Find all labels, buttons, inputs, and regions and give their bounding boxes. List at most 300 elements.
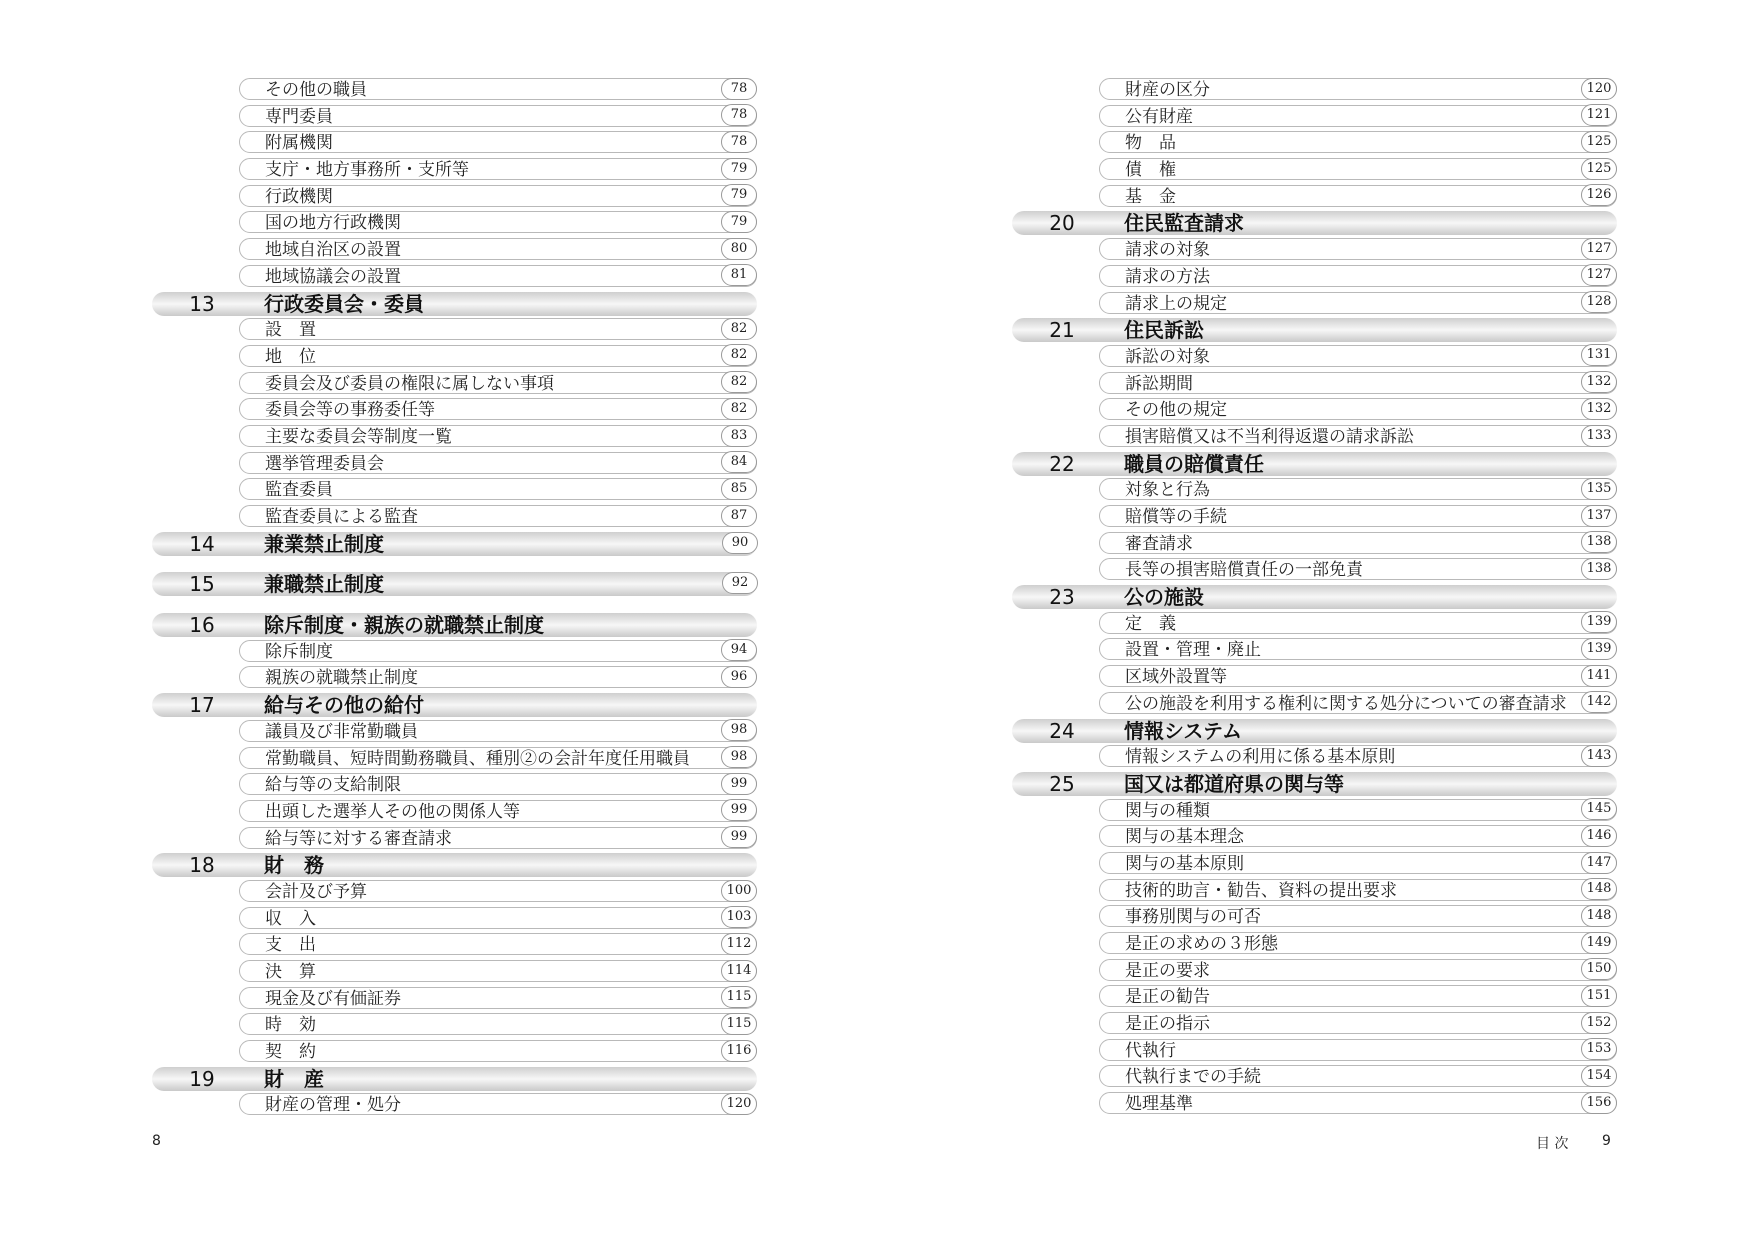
page-number-badge: 132 xyxy=(1581,371,1617,393)
toc-item-title: 損害賠償又は不当利得返還の請求訴訟 xyxy=(1125,426,1414,447)
page-number-badge: 98 xyxy=(721,719,757,741)
toc-item-row[interactable] xyxy=(1012,1037,1617,1064)
toc-item-row[interactable] xyxy=(152,825,757,852)
toc-item-title: 行政機関 xyxy=(265,186,333,207)
toc-item-frame xyxy=(239,78,757,100)
toc-item-row[interactable] xyxy=(152,183,757,210)
page-number-badge: 156 xyxy=(1581,1092,1617,1114)
toc-item-frame xyxy=(1099,612,1617,634)
toc-item-title: 監査委員による監査 xyxy=(265,507,418,527)
toc-item-title: 親族の就職禁止制度 xyxy=(265,668,418,689)
toc-item-title: 関与の基本理念 xyxy=(1125,827,1244,848)
toc-item-title: 対象と行為 xyxy=(1125,480,1210,501)
toc-item-title: 代執行までの手続 xyxy=(1125,1067,1261,1088)
toc-item-frame xyxy=(1099,985,1617,1007)
toc-section-row[interactable] xyxy=(152,1065,757,1092)
page-number-badge: 139 xyxy=(1581,638,1617,660)
toc-item-frame xyxy=(1099,265,1617,287)
toc-item-title: 委員会等の事務委任等 xyxy=(265,400,435,421)
toc-item-title: 是正の勧告 xyxy=(1125,987,1210,1008)
section-band xyxy=(152,1067,757,1091)
toc-item-row[interactable] xyxy=(152,798,757,825)
page-number-badge: 85 xyxy=(721,478,757,500)
toc-item-row[interactable] xyxy=(1012,663,1617,690)
section-band xyxy=(1012,585,1617,609)
page-number-badge: 138 xyxy=(1581,558,1617,580)
page-number-badge: 79 xyxy=(721,184,757,206)
section-band xyxy=(1012,318,1617,342)
left-page-number: 8 xyxy=(152,1133,161,1149)
toc-item-row[interactable] xyxy=(1012,610,1617,637)
toc-item-row[interactable] xyxy=(152,103,757,130)
toc-item-title: 技術的助言・勧告、資料の提出要求 xyxy=(1125,880,1397,901)
toc-item-row[interactable] xyxy=(152,236,757,263)
section-number: 17 xyxy=(189,693,215,718)
toc-item-title: 処理基準 xyxy=(1125,1094,1193,1115)
toc-item-row[interactable] xyxy=(152,423,757,450)
page-number-badge: 116 xyxy=(721,1040,757,1062)
toc-item-row[interactable] xyxy=(152,905,757,932)
toc-item-title: その他の職員 xyxy=(265,80,367,100)
page-number-badge: 125 xyxy=(1581,131,1617,153)
section-title: 情報システム xyxy=(1124,718,1242,743)
toc-item-title: 是正の要求 xyxy=(1125,960,1210,981)
toc-item-frame xyxy=(239,478,757,500)
toc-item-frame xyxy=(1099,825,1617,847)
toc-item-title: 請求の方法 xyxy=(1125,266,1210,287)
section-title: 職員の賠償責任 xyxy=(1124,451,1264,476)
page-number-badge: 92 xyxy=(722,572,758,594)
toc-item-frame xyxy=(239,987,757,1009)
toc-item-frame xyxy=(1099,799,1617,821)
toc-item-row[interactable] xyxy=(152,343,757,370)
page-number-badge: 112 xyxy=(721,933,757,955)
section-number: 20 xyxy=(1049,211,1075,236)
toc-item-title: 債 権 xyxy=(1125,160,1176,181)
page-number-badge: 82 xyxy=(721,398,757,420)
section-band xyxy=(152,532,757,556)
toc-item-row[interactable] xyxy=(152,263,757,290)
toc-item-row[interactable] xyxy=(1012,823,1617,850)
toc-section-row[interactable] xyxy=(152,611,757,638)
section-band xyxy=(152,693,757,717)
page-number-badge: 94 xyxy=(721,639,757,661)
toc-item-frame xyxy=(239,318,757,340)
page-number-badge: 79 xyxy=(721,158,757,180)
toc-item-title: 区域外設置等 xyxy=(1125,667,1227,688)
toc-item-row[interactable] xyxy=(152,638,757,665)
toc-item-frame xyxy=(239,131,757,153)
toc-item-frame xyxy=(1099,398,1617,420)
page-number-badge: 150 xyxy=(1581,958,1617,980)
toc-item-frame xyxy=(239,452,757,474)
toc-item-row[interactable] xyxy=(152,1011,757,1038)
toc-item-frame xyxy=(239,158,757,180)
toc-item-row[interactable] xyxy=(1012,370,1617,397)
section-number: 19 xyxy=(189,1066,215,1091)
toc-item-row[interactable] xyxy=(152,129,757,156)
page-number-badge: 151 xyxy=(1581,985,1617,1007)
page-number-badge: 132 xyxy=(1581,398,1617,420)
page-number-badge: 96 xyxy=(721,666,757,688)
page-number-badge: 98 xyxy=(721,746,757,768)
toc-item-row[interactable] xyxy=(1012,957,1617,984)
toc-item-row[interactable] xyxy=(152,931,757,958)
left-page-toc xyxy=(152,76,757,1118)
page-number-badge: 82 xyxy=(721,344,757,366)
page-number-badge: 114 xyxy=(721,960,757,982)
toc-item-frame xyxy=(239,1013,757,1035)
page-number-badge: 126 xyxy=(1581,184,1617,206)
page-number-badge: 81 xyxy=(721,264,757,286)
toc-item-title: 委員会及び委員の権限に属しない事項 xyxy=(265,373,554,394)
toc-item-row[interactable] xyxy=(1012,1063,1617,1090)
page-number-badge: 148 xyxy=(1581,878,1617,900)
toc-item-title: 公の施設を利用する権利に関する処分についての審査請求 xyxy=(1125,693,1567,714)
toc-item-title: 設置・管理・廃止 xyxy=(1125,640,1261,661)
section-number: 13 xyxy=(189,291,215,316)
page-number-badge: 148 xyxy=(1581,905,1617,927)
toc-item-row[interactable] xyxy=(152,1091,757,1118)
toc-item-row[interactable] xyxy=(1012,983,1617,1010)
toc-item-frame xyxy=(239,398,757,420)
toc-section-row[interactable] xyxy=(1012,583,1617,610)
toc-item-title: 主要な委員会等制度一覧 xyxy=(265,426,452,447)
toc-section-row[interactable] xyxy=(152,530,757,557)
section-title: 財 務 xyxy=(264,853,324,878)
toc-item-frame xyxy=(239,345,757,367)
toc-item-frame xyxy=(239,827,757,849)
page-number-badge: 115 xyxy=(721,1013,757,1035)
toc-item-title: 財産の区分 xyxy=(1125,80,1210,100)
toc-item-title: 関与の種類 xyxy=(1125,800,1210,821)
toc-item-title: 支庁・地方事務所・支所等 xyxy=(265,160,469,181)
toc-item-title: 国の地方行政機関 xyxy=(265,213,401,234)
page-number-badge: 153 xyxy=(1581,1038,1617,1060)
toc-item-row[interactable] xyxy=(1012,103,1617,130)
toc-item-row[interactable] xyxy=(1012,396,1617,423)
page-number-badge: 125 xyxy=(1581,158,1617,180)
toc-item-title: 設 置 xyxy=(265,320,316,341)
toc-item-row[interactable] xyxy=(152,156,757,183)
section-number: 22 xyxy=(1049,451,1075,476)
toc-item-row[interactable] xyxy=(1012,530,1617,557)
toc-item-row[interactable] xyxy=(1012,743,1617,770)
toc-item-frame xyxy=(1099,905,1617,927)
toc-item-title: 定 義 xyxy=(1125,613,1176,634)
toc-item-title: 決 算 xyxy=(265,962,316,982)
toc-item-title: 是正の指示 xyxy=(1125,1014,1210,1035)
section-number: 25 xyxy=(1049,771,1075,796)
toc-item-title: その他の規定 xyxy=(1125,400,1227,421)
section-band xyxy=(1012,452,1617,476)
page-number-badge: 120 xyxy=(721,1093,757,1115)
page-number-badge: 135 xyxy=(1581,478,1617,500)
toc-item-frame xyxy=(239,666,757,688)
toc-item-title: 財産の管理・処分 xyxy=(265,1095,401,1116)
section-number: 23 xyxy=(1049,585,1075,610)
spacer xyxy=(152,556,757,570)
page-number-badge: 128 xyxy=(1581,291,1617,313)
page-number-badge: 131 xyxy=(1581,344,1617,366)
toc-item-title: 選挙管理委員会 xyxy=(265,453,384,474)
page-number-badge: 78 xyxy=(721,104,757,126)
toc-item-title: 訴訟の対象 xyxy=(1125,346,1210,367)
page-number-badge: 139 xyxy=(1581,611,1617,633)
section-title: 住民監査請求 xyxy=(1124,211,1244,236)
toc-item-row[interactable] xyxy=(1012,236,1617,263)
toc-item-title: 関与の基本原則 xyxy=(1125,853,1244,874)
section-number: 21 xyxy=(1049,318,1075,343)
page-number-badge: 145 xyxy=(1581,798,1617,820)
toc-item-row[interactable] xyxy=(1012,1010,1617,1037)
page-number-badge: 115 xyxy=(721,986,757,1008)
toc-item-frame xyxy=(1099,959,1617,981)
toc-item-title: 監査委員 xyxy=(265,480,333,501)
spacer xyxy=(152,597,757,611)
toc-item-title: 除斥制度 xyxy=(265,641,333,662)
toc-item-row[interactable] xyxy=(152,76,757,103)
toc-item-title: 常勤職員、短時間勤務職員、種別②の会計年度任用職員 xyxy=(265,748,690,769)
page-number-badge: 127 xyxy=(1581,238,1617,260)
toc-section-row[interactable] xyxy=(1012,770,1617,797)
toc-item-title: 長等の損害賠償責任の一部免責 xyxy=(1125,560,1363,581)
toc-item-title: 審査請求 xyxy=(1125,533,1193,554)
section-number: 18 xyxy=(189,853,215,878)
toc-item-row[interactable] xyxy=(152,316,757,343)
section-title: 公の施設 xyxy=(1124,585,1204,610)
toc-section-row[interactable] xyxy=(152,691,757,718)
toc-item-row[interactable] xyxy=(152,450,757,477)
toc-item-title: 情報システムの利用に係る基本原則 xyxy=(1125,747,1396,768)
toc-item-row[interactable] xyxy=(1012,76,1617,103)
toc-item-frame xyxy=(1099,532,1617,554)
page-number-badge: 138 xyxy=(1581,531,1617,553)
toc-item-row[interactable] xyxy=(1012,343,1617,370)
section-band xyxy=(1012,719,1617,743)
toc-item-frame xyxy=(1099,185,1617,207)
toc-item-frame xyxy=(239,773,757,795)
page-number-badge: 79 xyxy=(721,211,757,233)
toc-item-row[interactable] xyxy=(1012,797,1617,824)
toc-item-frame xyxy=(1099,505,1617,527)
toc-item-row[interactable] xyxy=(1012,930,1617,957)
toc-item-title: 基 金 xyxy=(1125,186,1176,207)
page-number-badge: 103 xyxy=(721,906,757,928)
toc-item-frame xyxy=(239,1040,757,1062)
toc-section-row[interactable] xyxy=(152,290,757,317)
section-title: 除斥制度・親族の就職禁止制度 xyxy=(264,613,544,638)
section-title: 財 産 xyxy=(264,1066,324,1091)
toc-item-title: 専門委員 xyxy=(265,106,333,127)
toc-item-row[interactable] xyxy=(152,718,757,745)
page-number-badge: 146 xyxy=(1581,825,1617,847)
toc-item-frame xyxy=(1099,345,1617,367)
toc-item-row[interactable] xyxy=(1012,183,1617,210)
page-number-badge: 154 xyxy=(1581,1065,1617,1087)
toc-item-row[interactable] xyxy=(1012,850,1617,877)
toc-item-title: 給与等に対する審査請求 xyxy=(265,828,452,849)
toc-item-title: 賠償等の手続 xyxy=(1125,507,1227,527)
page-number-badge: 78 xyxy=(721,131,757,153)
toc-item-row[interactable] xyxy=(152,664,757,691)
toc-item-title: 出頭した選挙人その他の関係人等 xyxy=(265,801,520,822)
toc-item-row[interactable] xyxy=(1012,263,1617,290)
toc-item-row[interactable] xyxy=(152,503,757,530)
toc-item-row[interactable] xyxy=(152,1038,757,1065)
toc-item-frame xyxy=(1099,692,1617,714)
toc-item-title: 代執行 xyxy=(1125,1040,1176,1061)
page-number-badge: 82 xyxy=(721,371,757,393)
toc-item-title: 会計及び予算 xyxy=(265,881,367,902)
toc-item-frame xyxy=(239,425,757,447)
toc-item-frame xyxy=(1099,852,1617,874)
toc-item-title: 地域協議会の設置 xyxy=(265,266,401,287)
section-number: 15 xyxy=(189,572,215,597)
toc-item-row[interactable] xyxy=(152,771,757,798)
toc-section-row[interactable] xyxy=(1012,717,1617,744)
page-number-badge: 127 xyxy=(1581,264,1617,286)
toc-item-frame xyxy=(239,933,757,955)
section-title: 国又は都道府県の関与等 xyxy=(1124,771,1344,796)
toc-item-frame xyxy=(239,211,757,233)
page-number-badge: 83 xyxy=(721,425,757,447)
page-number-badge: 100 xyxy=(721,880,757,902)
toc-item-title: 請求の対象 xyxy=(1125,240,1210,261)
toc-item-title: 物 品 xyxy=(1125,133,1176,154)
toc-item-frame xyxy=(239,747,757,769)
toc-item-title: 給与等の支給制限 xyxy=(265,775,401,796)
page-number-badge: 82 xyxy=(721,318,757,340)
section-number: 24 xyxy=(1049,718,1075,743)
toc-item-title: 地域自治区の設置 xyxy=(265,240,401,261)
toc-item-frame xyxy=(239,907,757,929)
toc-item-frame xyxy=(239,265,757,287)
toc-item-row[interactable] xyxy=(1012,556,1617,583)
toc-item-title: 支 出 xyxy=(265,935,316,956)
toc-item-row[interactable] xyxy=(1012,290,1617,317)
section-title: 給与その他の給付 xyxy=(264,693,424,718)
toc-item-row[interactable] xyxy=(152,209,757,236)
toc-item-frame xyxy=(1099,1092,1617,1114)
section-number: 16 xyxy=(189,613,215,638)
toc-item-title: 議員及び非常勤職員 xyxy=(265,721,418,742)
toc-item-frame xyxy=(239,505,757,527)
toc-item-row[interactable] xyxy=(1012,503,1617,530)
toc-item-title: 収 入 xyxy=(265,908,316,929)
toc-item-frame xyxy=(1099,879,1617,901)
toc-item-row[interactable] xyxy=(152,396,757,423)
toc-item-title: 地 位 xyxy=(265,346,316,367)
section-title: 住民訴訟 xyxy=(1124,318,1204,343)
toc-item-row[interactable] xyxy=(152,958,757,985)
toc-item-frame xyxy=(1099,105,1617,127)
toc-item-row[interactable] xyxy=(1012,903,1617,930)
toc-item-frame xyxy=(239,238,757,260)
toc-item-row[interactable] xyxy=(1012,1090,1617,1117)
toc-item-row[interactable] xyxy=(152,745,757,772)
toc-item-frame xyxy=(239,372,757,394)
page-number-badge: 99 xyxy=(721,773,757,795)
section-band xyxy=(152,613,757,637)
toc-item-row[interactable] xyxy=(1012,423,1617,450)
running-title: 目 次 xyxy=(1536,1136,1569,1152)
toc-item-title: 訴訟期間 xyxy=(1125,373,1193,394)
toc-item-frame xyxy=(1099,1012,1617,1034)
page-number-badge: 149 xyxy=(1581,932,1617,954)
toc-item-title: 現金及び有価証券 xyxy=(265,988,401,1009)
page-number-badge: 80 xyxy=(721,238,757,260)
toc-item-frame xyxy=(239,1093,757,1115)
section-band xyxy=(1012,772,1617,796)
section-band xyxy=(152,853,757,877)
toc-section-row[interactable] xyxy=(152,570,757,597)
toc-item-frame xyxy=(239,880,757,902)
toc-item-frame xyxy=(239,960,757,982)
toc-item-title: 請求上の規定 xyxy=(1125,293,1227,314)
toc-item-row[interactable] xyxy=(152,985,757,1012)
toc-item-frame xyxy=(1099,425,1617,447)
toc-item-title: 公有財産 xyxy=(1125,106,1193,127)
toc-section-row[interactable] xyxy=(1012,209,1617,236)
toc-item-row[interactable] xyxy=(1012,129,1617,156)
toc-item-title: 是正の求めの３形態 xyxy=(1125,934,1278,954)
page-number-badge: 120 xyxy=(1581,78,1617,100)
toc-item-frame xyxy=(1099,638,1617,660)
page-number-badge: 121 xyxy=(1581,104,1617,126)
page-number-badge: 142 xyxy=(1581,691,1617,713)
toc-section-row[interactable] xyxy=(1012,450,1617,477)
toc-item-row[interactable] xyxy=(1012,156,1617,183)
toc-item-row[interactable] xyxy=(1012,690,1617,717)
right-page-number: 9 xyxy=(1602,1133,1611,1149)
toc-item-frame xyxy=(1099,745,1617,767)
section-band xyxy=(1012,211,1617,235)
toc-item-row[interactable] xyxy=(1012,476,1617,503)
section-title: 行政委員会・委員 xyxy=(264,291,424,316)
toc-section-row[interactable] xyxy=(152,851,757,878)
toc-item-frame xyxy=(1099,1065,1617,1087)
page-number-badge: 143 xyxy=(1581,745,1617,767)
toc-item-frame xyxy=(239,720,757,742)
toc-item-frame xyxy=(1099,158,1617,180)
toc-item-frame xyxy=(1099,372,1617,394)
section-band xyxy=(152,572,757,596)
section-number: 14 xyxy=(189,531,215,556)
toc-item-frame xyxy=(1099,665,1617,687)
toc-item-frame xyxy=(1099,292,1617,314)
toc-item-frame xyxy=(1099,78,1617,100)
toc-item-row[interactable] xyxy=(152,370,757,397)
toc-section-row[interactable] xyxy=(1012,316,1617,343)
page-number-badge: 99 xyxy=(721,826,757,848)
toc-item-row[interactable] xyxy=(1012,877,1617,904)
page-number-badge: 147 xyxy=(1581,852,1617,874)
toc-item-title: 時 効 xyxy=(265,1015,316,1036)
page-number-badge: 133 xyxy=(1581,425,1617,447)
toc-item-row[interactable] xyxy=(1012,636,1617,663)
toc-item-row[interactable] xyxy=(152,878,757,905)
toc-item-title: 事務別関与の可否 xyxy=(1125,907,1261,928)
toc-item-frame xyxy=(1099,932,1617,954)
toc-item-frame xyxy=(239,185,757,207)
toc-item-frame xyxy=(1099,238,1617,260)
page-number-badge: 90 xyxy=(722,532,758,554)
toc-item-row[interactable] xyxy=(152,476,757,503)
page-number-badge: 84 xyxy=(721,451,757,473)
page-number-badge: 141 xyxy=(1581,665,1617,687)
toc-item-frame xyxy=(1099,558,1617,580)
